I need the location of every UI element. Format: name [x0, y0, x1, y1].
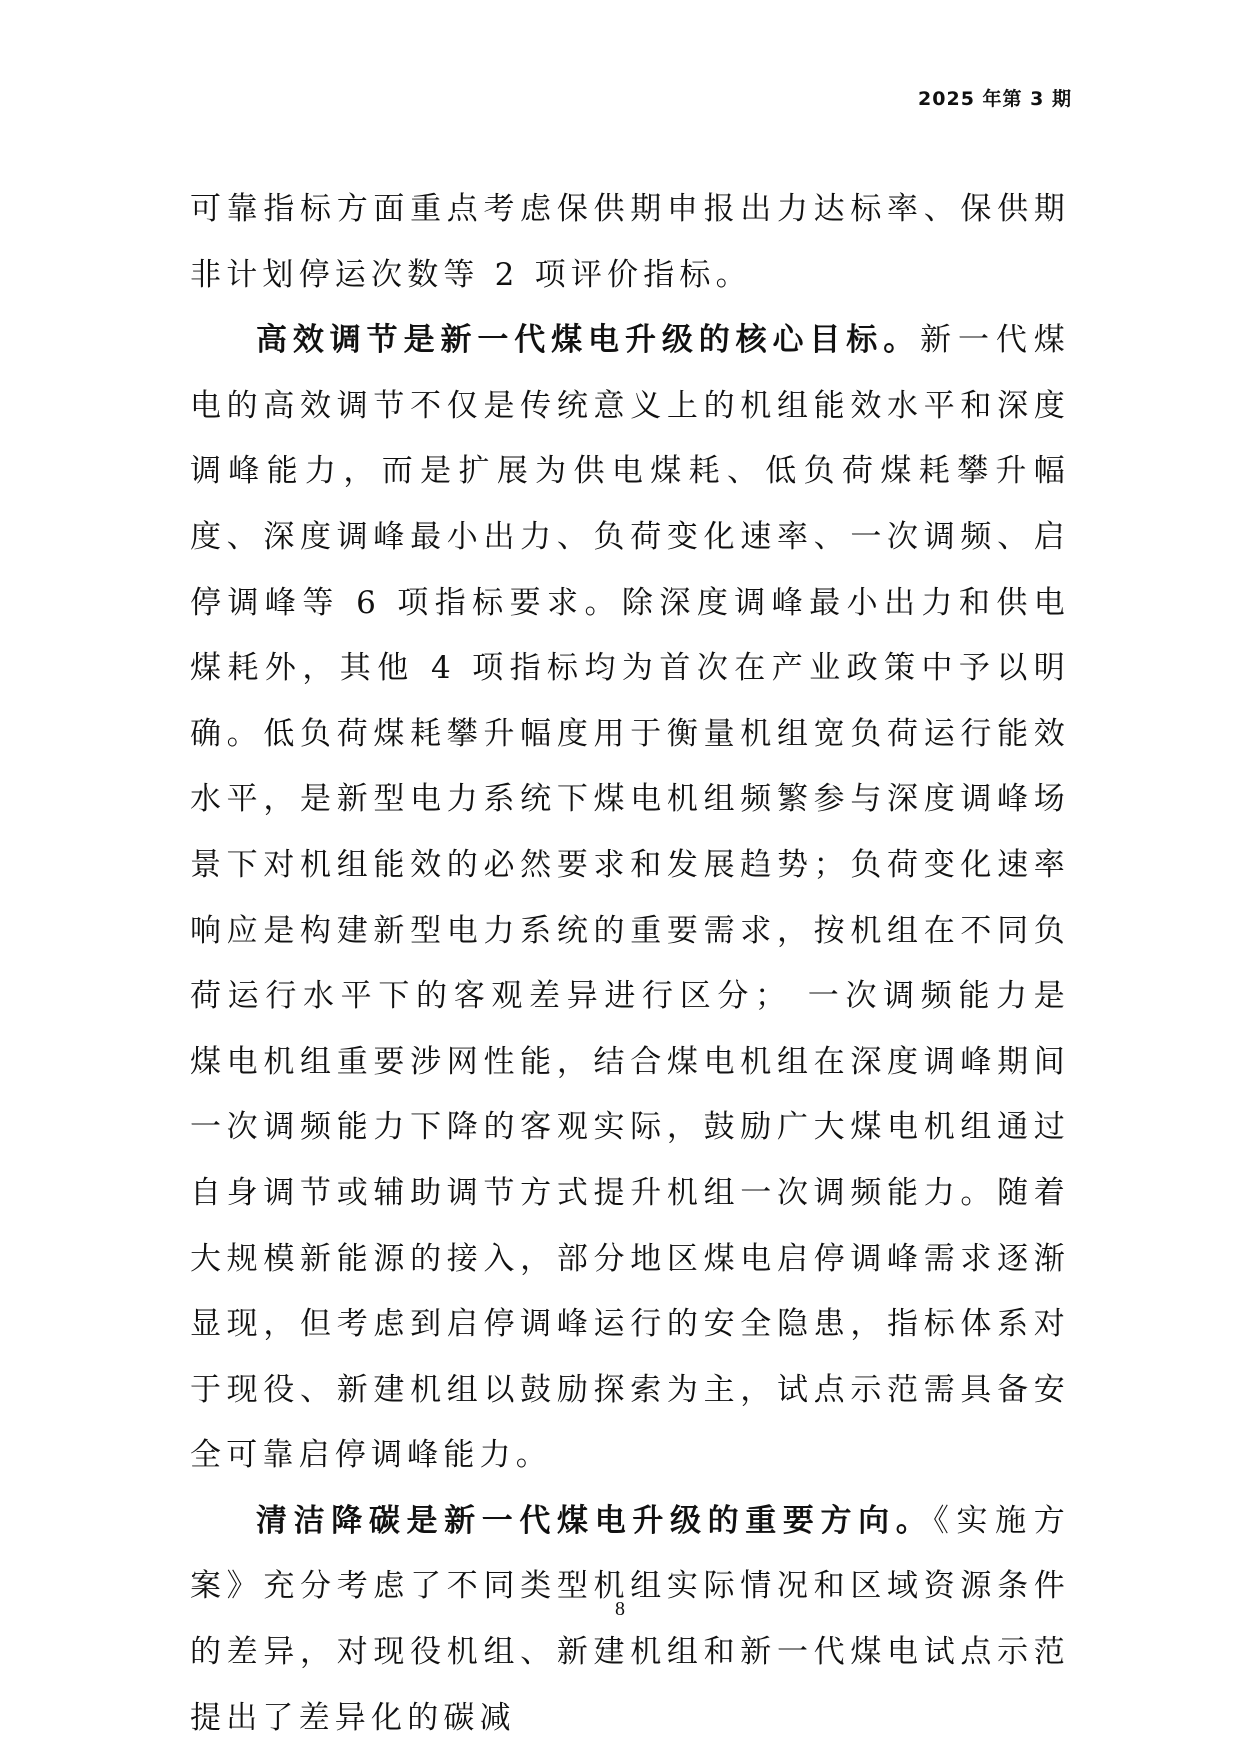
issue-label: 2025 年第 3 期	[918, 88, 1072, 110]
paragraph-lead-heading: 清洁降碳是新一代煤电升级的重要方向。	[256, 1502, 934, 1539]
paragraph-efficient-regulation	[190, 308, 1070, 1489]
paragraph-reliability-indicators	[190, 177, 1070, 308]
paragraph-lead-heading: 高效调节是新一代煤电升级的核心目标。	[256, 322, 921, 359]
article-body	[190, 177, 1070, 1751]
paragraph-text: 可靠指标方面重点考虑保供期申报出力达标率、保供期非计划停运次数等 2 项评价指标。	[190, 191, 1070, 293]
page-number: 8	[615, 1598, 625, 1620]
paragraph-text: 新一代煤电的高效调节不仅是传统意义上的机组能效水平和深度调峰能力，而是扩展为供电煤耗、低负荷煤耗攀升幅度、深度调峰最小出力、负荷变化速率、一次调频、启停调峰等 6 项指标要求。除深度调峰最小出力和供电煤耗外，其他 4 项指标均为首次在产业政策中予以明确。低负荷煤耗攀升幅度用于衡量机组宽负荷运行能效水平，是新型电力系统下煤电机组频繁参与深度调峰场景下对机组能效的必然要求和发展趋势；负荷变化速率响应是构建新型电力系统的重要需求，按机组在不同负荷运行水平下的客观差异进行区分； 一次调频能力是煤电机组重要涉网性能，结合煤电机组在深度调峰期间一次调频能力下降的客观实际，鼓励广大煤电机组通过自身调节或辅助调节方式提升机组一次调频能力。随着大规模新能源的接入，部分地区煤电启停调峰需求逐渐显现，但考虑到启停调峰运行的安全隐患，指标体系对于现役、新建机组以鼓励探索为主，试点示范需具备安全可靠启停调峰能力。	[190, 322, 1070, 1474]
paragraph-text: 《实施方案》充分考虑了不同类型机组实际情况和区域资源条件的差异，对现役机组、新建机组和新一代煤电试点示范提出了差异化的碳减	[190, 1502, 1070, 1736]
